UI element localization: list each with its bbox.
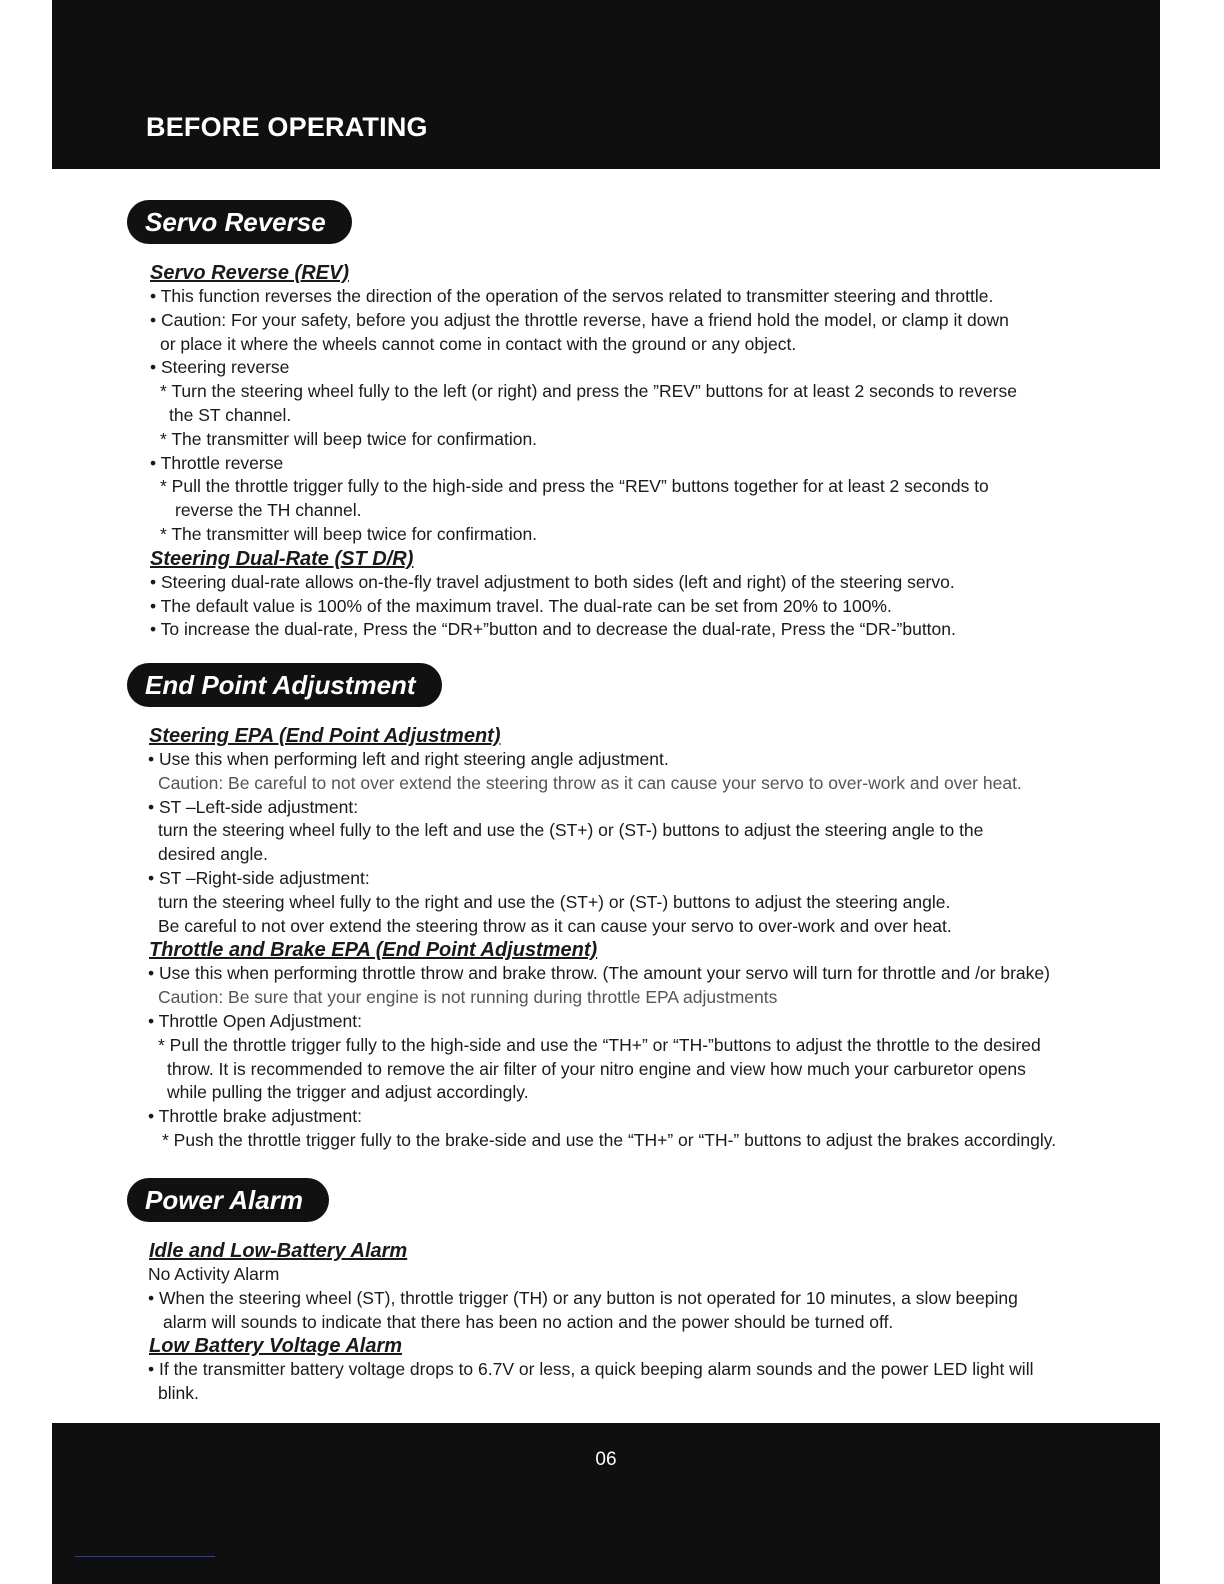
text-line: • Caution: For your safety, before you adjust the throttle reverse, have a friend hold the model, or clamp it down — [150, 309, 1009, 330]
text-line: or place it where the wheels cannot come in contact with the ground or any object. — [160, 333, 797, 354]
text-line: • Throttle brake adjustment: — [148, 1106, 362, 1127]
text-line: reverse the TH channel. — [175, 500, 362, 521]
text-line: the ST channel. — [169, 404, 292, 425]
text-line: blink. — [158, 1383, 199, 1404]
footer-divider — [75, 1556, 215, 1557]
section-title-power-alarm: Power Alarm — [127, 1178, 329, 1222]
text-line: • Steering reverse — [150, 357, 290, 378]
text-line: * Pull the throttle trigger fully to the high-side and use the “TH+” or “TH-”buttons to adjust the throttle to the desired — [158, 1034, 1041, 1055]
text-line: • The default value is 100% of the maximum travel. The dual-rate can be set from 20% to 100%. — [150, 595, 892, 616]
text-line: * Pull the throttle trigger fully to the high-side and press the “REV” buttons together for at least 2 seconds to — [160, 476, 989, 497]
text-line: * The transmitter will beep twice for confirmation. — [160, 428, 538, 449]
end-point-adjustment-block — [148, 724, 1108, 1153]
text-line: * Turn the steering wheel fully to the left (or right) and press the ”REV” buttons for at least 2 seconds to reverse — [160, 381, 1017, 402]
subheading-steering-dual-rate: Steering Dual-Rate (ST D/R) — [150, 547, 414, 570]
page-footer — [52, 1423, 1160, 1584]
text-line: • Use this when performing throttle throw and brake throw. (The amount your servo will turn for throttle and /or brake) — [148, 963, 1050, 984]
section-title-servo-reverse: Servo Reverse — [127, 200, 352, 244]
text-line: * Push the throttle trigger fully to the brake-side and use the “TH+” or “TH-” buttons to adjust the brakes accordingly. — [162, 1129, 1057, 1150]
text-line: • Throttle reverse — [150, 452, 284, 473]
text-line: throw. It is recommended to remove the air filter of your nitro engine and view how much your carburetor opens — [167, 1058, 1026, 1079]
caution-line: Caution: Be careful to not over extend the steering throw as it can cause your servo to over-work and over heat. — [158, 772, 1022, 793]
page-number: 06 — [595, 1449, 617, 1470]
text-line: alarm will sounds to indicate that there has been no action and the power should be turned off. — [163, 1311, 894, 1332]
text-line: • Use this when performing left and right steering angle adjustment. — [148, 749, 669, 769]
text-line: while pulling the trigger and adjust accordingly. — [167, 1082, 529, 1103]
power-alarm-block — [148, 1239, 1108, 1406]
subheading-servo-reverse-rev: Servo Reverse (REV) — [150, 262, 349, 284]
text-line: No Activity Alarm — [148, 1264, 280, 1284]
text-line: turn the steering wheel fully to the right and use the (ST+) or (ST-) buttons to adjust the steering angle. — [158, 891, 951, 912]
subheading-throttle-brake-epa: Throttle and Brake EPA (End Point Adjustment) — [149, 939, 598, 962]
text-line: • To increase the dual-rate, Press the “DR+”button and to decrease the dual-rate, Press the “DR-”button. — [150, 619, 956, 640]
servo-reverse-block — [148, 261, 1108, 642]
text-line: • When the steering wheel (ST), throttle trigger (TH) or any button is not operated for 10 minutes, a slow beeping — [148, 1287, 1018, 1308]
subheading-idle-low-battery-alarm: Idle and Low-Battery Alarm — [149, 1240, 408, 1262]
text-line: • ST –Right-side adjustment: — [148, 867, 370, 888]
text-line: * The transmitter will beep twice for confirmation. — [160, 523, 538, 544]
text-line: • If the transmitter battery voltage drops to 6.7V or less, a quick beeping alarm sounds and the power LED light will — [148, 1359, 1034, 1380]
text-line: turn the steering wheel fully to the left and use the (ST+) or (ST-) buttons to adjust the steering angle to the — [158, 820, 984, 841]
page-header — [52, 0, 1160, 169]
subheading-steering-epa: Steering EPA (End Point Adjustment) — [149, 725, 501, 747]
section-title-end-point-adjustment: End Point Adjustment — [127, 663, 442, 707]
subheading-low-battery-voltage-alarm: Low Battery Voltage Alarm — [149, 1335, 403, 1358]
text-line: • This function reverses the direction of the operation of the servos related to transmitter steering and throttle. — [150, 286, 994, 306]
caution-line: Caution: Be sure that your engine is not running during throttle EPA adjustments — [158, 987, 778, 1008]
page-title: BEFORE OPERATING — [146, 112, 428, 142]
text-line: Be careful to not over extend the steering throw as it can cause your servo to over-work and over heat. — [158, 915, 952, 936]
text-line: • Throttle Open Adjustment: — [148, 1010, 362, 1031]
text-line: • Steering dual-rate allows on-the-fly travel adjustment to both sides (left and right) of the steering servo. — [150, 571, 955, 592]
text-line: desired angle. — [158, 844, 268, 865]
text-line: • ST –Left-side adjustment: — [148, 796, 359, 817]
